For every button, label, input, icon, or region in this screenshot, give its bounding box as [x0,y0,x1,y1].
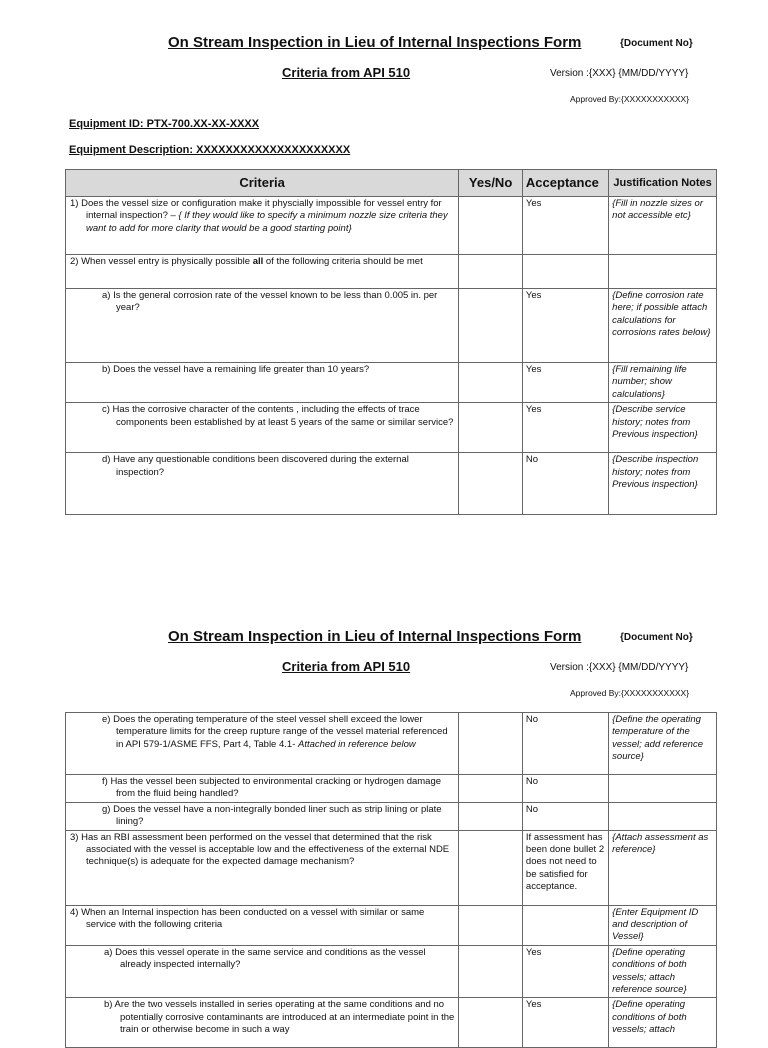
criteria-cell: e) Does the operating temperature of the steel vessel shell exceed the lower temperature limits for the creep rupture range of the vessel material referenced in API 579-1/ASME FFS, Part 4, Table 4.1- Attached in reference below [66,713,459,775]
yes-no-cell[interactable] [459,905,523,945]
acceptance-cell: Yes [522,197,608,255]
table-row [66,403,717,453]
header-yes-no: Yes/No [459,170,523,197]
notes-cell[interactable]: {Fill in nozzle sizes or not accessible etc} [609,197,717,255]
notes-cell[interactable]: {Fill remaining life number; show calculations} [609,363,717,403]
table-row [66,775,717,803]
criteria-cell: a) Does this vessel operate in the same service and conditions as the vessel already inspected internally? [66,945,459,998]
form-title: On Stream Inspection in Lieu of Internal Inspections Form [168,628,582,645]
notes-cell[interactable]: {Define corrosion rate here; if possible attach calculations for corrosions rates below} [609,289,717,363]
yes-no-cell[interactable] [459,363,523,403]
header-acceptance: Acceptance [522,170,608,197]
table-row [66,802,717,830]
acceptance-cell: No [522,775,608,803]
document-number: {Document No} [620,632,693,643]
table-row [66,197,717,255]
acceptance-cell [522,255,608,289]
table-row [66,998,717,1048]
yes-no-cell[interactable] [459,802,523,830]
yes-no-cell[interactable] [459,403,523,453]
table-row [66,905,717,945]
criteria-cell: b) Are the two vessels installed in series operating at the same conditions and no potentially corrosive contaminants are introduced at an intermediate point in the train or otherwise become in such a way [66,998,459,1048]
form-subtitle: Criteria from API 510 [282,65,411,80]
acceptance-cell: If assessment has been done bullet 2 does not need to be satisfied for acceptance. [522,830,608,905]
yes-no-cell[interactable] [459,453,523,515]
table-row [66,255,717,289]
acceptance-cell: Yes [522,998,608,1048]
criteria-cell: c) Has the corrosive character of the contents , including the effects of trace components been established by at least 5 years of the same or similar service? [66,403,459,453]
acceptance-cell: No [522,802,608,830]
notes-cell[interactable] [609,775,717,803]
criteria-table-page-1 [65,169,717,515]
table-row [66,453,717,515]
version-label: Version :{XXX} {MM/DD/YYYY} [550,662,689,673]
yes-no-cell[interactable] [459,289,523,363]
equipment-description: Equipment Description: XXXXXXXXXXXXXXXXXXXXX [69,144,351,156]
criteria-cell: f) Has the vessel been subjected to environmental cracking or hydrogen damage from the fluid being handled? [66,775,459,803]
acceptance-cell [522,905,608,945]
table-row [66,363,717,403]
yes-no-cell[interactable] [459,830,523,905]
yes-no-cell[interactable] [459,713,523,775]
approved-by-label: Approved By:{XXXXXXXXXXX} [570,94,690,104]
criteria-cell: 4) When an Internal inspection has been conducted on a vessel with similar or same service with the following criteria [66,905,459,945]
header-criteria: Criteria [66,170,459,197]
table-row [66,713,717,775]
criteria-cell: 2) When vessel entry is physically possible all of the following criteria should be met [66,255,459,289]
notes-cell[interactable] [609,255,717,289]
table-row [66,289,717,363]
criteria-cell: g) Does the vessel have a non-integrally bonded liner such as strip lining or plate lining? [66,802,459,830]
criteria-table-page-2 [65,712,717,1048]
header-justification-notes: Justification Notes [609,170,717,197]
table-header-row [66,170,717,197]
acceptance-cell: Yes [522,945,608,998]
notes-cell[interactable]: {Define operating conditions of both vessels; attach reference source} [609,945,717,998]
acceptance-cell: No [522,713,608,775]
document-number: {Document No} [620,38,693,49]
table-row [66,830,717,905]
notes-cell[interactable] [609,802,717,830]
notes-cell[interactable]: {Describe inspection history; notes from Previous inspection} [609,453,717,515]
yes-no-cell[interactable] [459,255,523,289]
yes-no-cell[interactable] [459,998,523,1048]
acceptance-cell: Yes [522,289,608,363]
notes-cell[interactable]: {Define operating conditions of both vessels; attach [609,998,717,1048]
acceptance-cell: Yes [522,363,608,403]
criteria-cell: a) Is the general corrosion rate of the vessel known to be less than 0.005 in. per year? [66,289,459,363]
notes-cell[interactable]: {Attach assessment as reference} [609,830,717,905]
approved-by-label: Approved By:{XXXXXXXXXXX} [570,688,690,698]
notes-cell[interactable]: {Describe service history; notes from Previous inspection} [609,403,717,453]
notes-cell[interactable]: {Enter Equipment ID and description of Vessel} [609,905,717,945]
yes-no-cell[interactable] [459,197,523,255]
criteria-cell: 3) Has an RBI assessment been performed on the vessel that determined that the risk associated with the vessel is acceptable low and the effectiveness of the external NDE technique(s) is adequate for the expected damage mechanism? [66,830,459,905]
criteria-cell: 1) Does the vessel size or configuration make it physcially impossible for vessel entry for internal inspection? – { If they would like to specify a minimum nozzle size criteria they want to add for more clarity that would be a good starting point} [66,197,459,255]
yes-no-cell[interactable] [459,945,523,998]
table-row [66,945,717,998]
criteria-cell: d) Have any questionable conditions been discovered during the external inspection? [66,453,459,515]
version-label: Version :{XXX} {MM/DD/YYYY} [550,68,689,79]
acceptance-cell: Yes [522,403,608,453]
equipment-id: Equipment ID: PTX-700.XX-XX-XXXX [69,118,260,130]
criteria-cell: b) Does the vessel have a remaining life greater than 10 years? [66,363,459,403]
acceptance-cell: No [522,453,608,515]
form-subtitle: Criteria from API 510 [282,659,411,674]
form-title: On Stream Inspection in Lieu of Internal Inspections Form [168,34,582,51]
notes-cell[interactable]: {Define the operating temperature of the vessel; add reference source} [609,713,717,775]
yes-no-cell[interactable] [459,775,523,803]
